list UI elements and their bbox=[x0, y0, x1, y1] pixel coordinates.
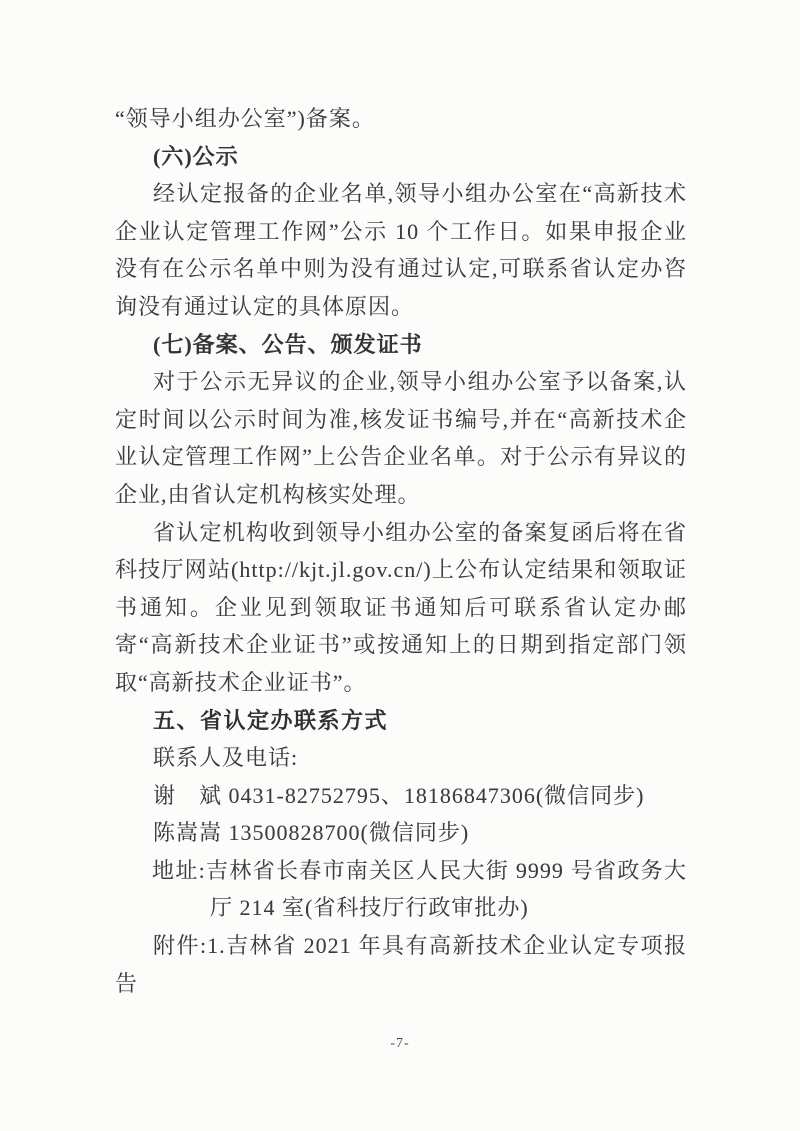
contact-address: 地址:吉林省长春市南关区人民大街 9999 号省政务大厅 214 室(省科技厅行政审批办) bbox=[152, 857, 687, 921]
paragraph-filing-continuation: “领导小组办公室”)备案。 bbox=[115, 106, 375, 131]
paragraph-certificate-collection: 省认定机构收到领导小组办公室的备案复函后将在省科技厅网站(http://kjt.jl.gov.cn/)上公布认定结果和领取证书通知。企业见到领取证书通知后可联系省认定办邮寄“高新技术企业证书”或按通知上的日期到指定部门领取“高新技术企业证书”。 bbox=[115, 519, 687, 695]
paragraph-filing-announcement: 对于公示无异议的企业,领导小组办公室予以备案,认定时间以公示时间为准,核发证书编号,并在“高新技术企业认定管理工作网”上公告企业名单。对于公示有异议的企业,由省认定机构核实处理。 bbox=[115, 369, 687, 507]
attachment-list-item-1: 附件:1.吉林省 2021 年具有高新技术企业认定专项报告 bbox=[115, 933, 687, 996]
section-heading-5-contact-info: 五、省认定办联系方式 bbox=[153, 707, 389, 733]
section-heading-7-filing-announcement-certificate: (七)备案、公告、颁发证书 bbox=[153, 331, 423, 357]
contact-person-2: 陈嵩嵩 13500828700(微信同步) bbox=[153, 820, 470, 846]
document-content bbox=[115, 100, 687, 1002]
section-heading-6-publicity: (六)公示 bbox=[153, 143, 239, 169]
paragraph-publicity-period: 经认定报备的企业名单,领导小组办公室在“高新技术企业认定管理工作网”公示 10 个工作日。如果申报企业没有在公示名单中则为没有通过认定,可联系省认定办咨询没有通过认定的具体原因。 bbox=[115, 181, 687, 319]
contact-intro-line: 联系人及电话: bbox=[153, 745, 299, 771]
page-number: -7- bbox=[390, 1036, 410, 1051]
contact-person-1: 谢 斌 0431-82752795、18186847306(微信同步) bbox=[153, 782, 645, 808]
